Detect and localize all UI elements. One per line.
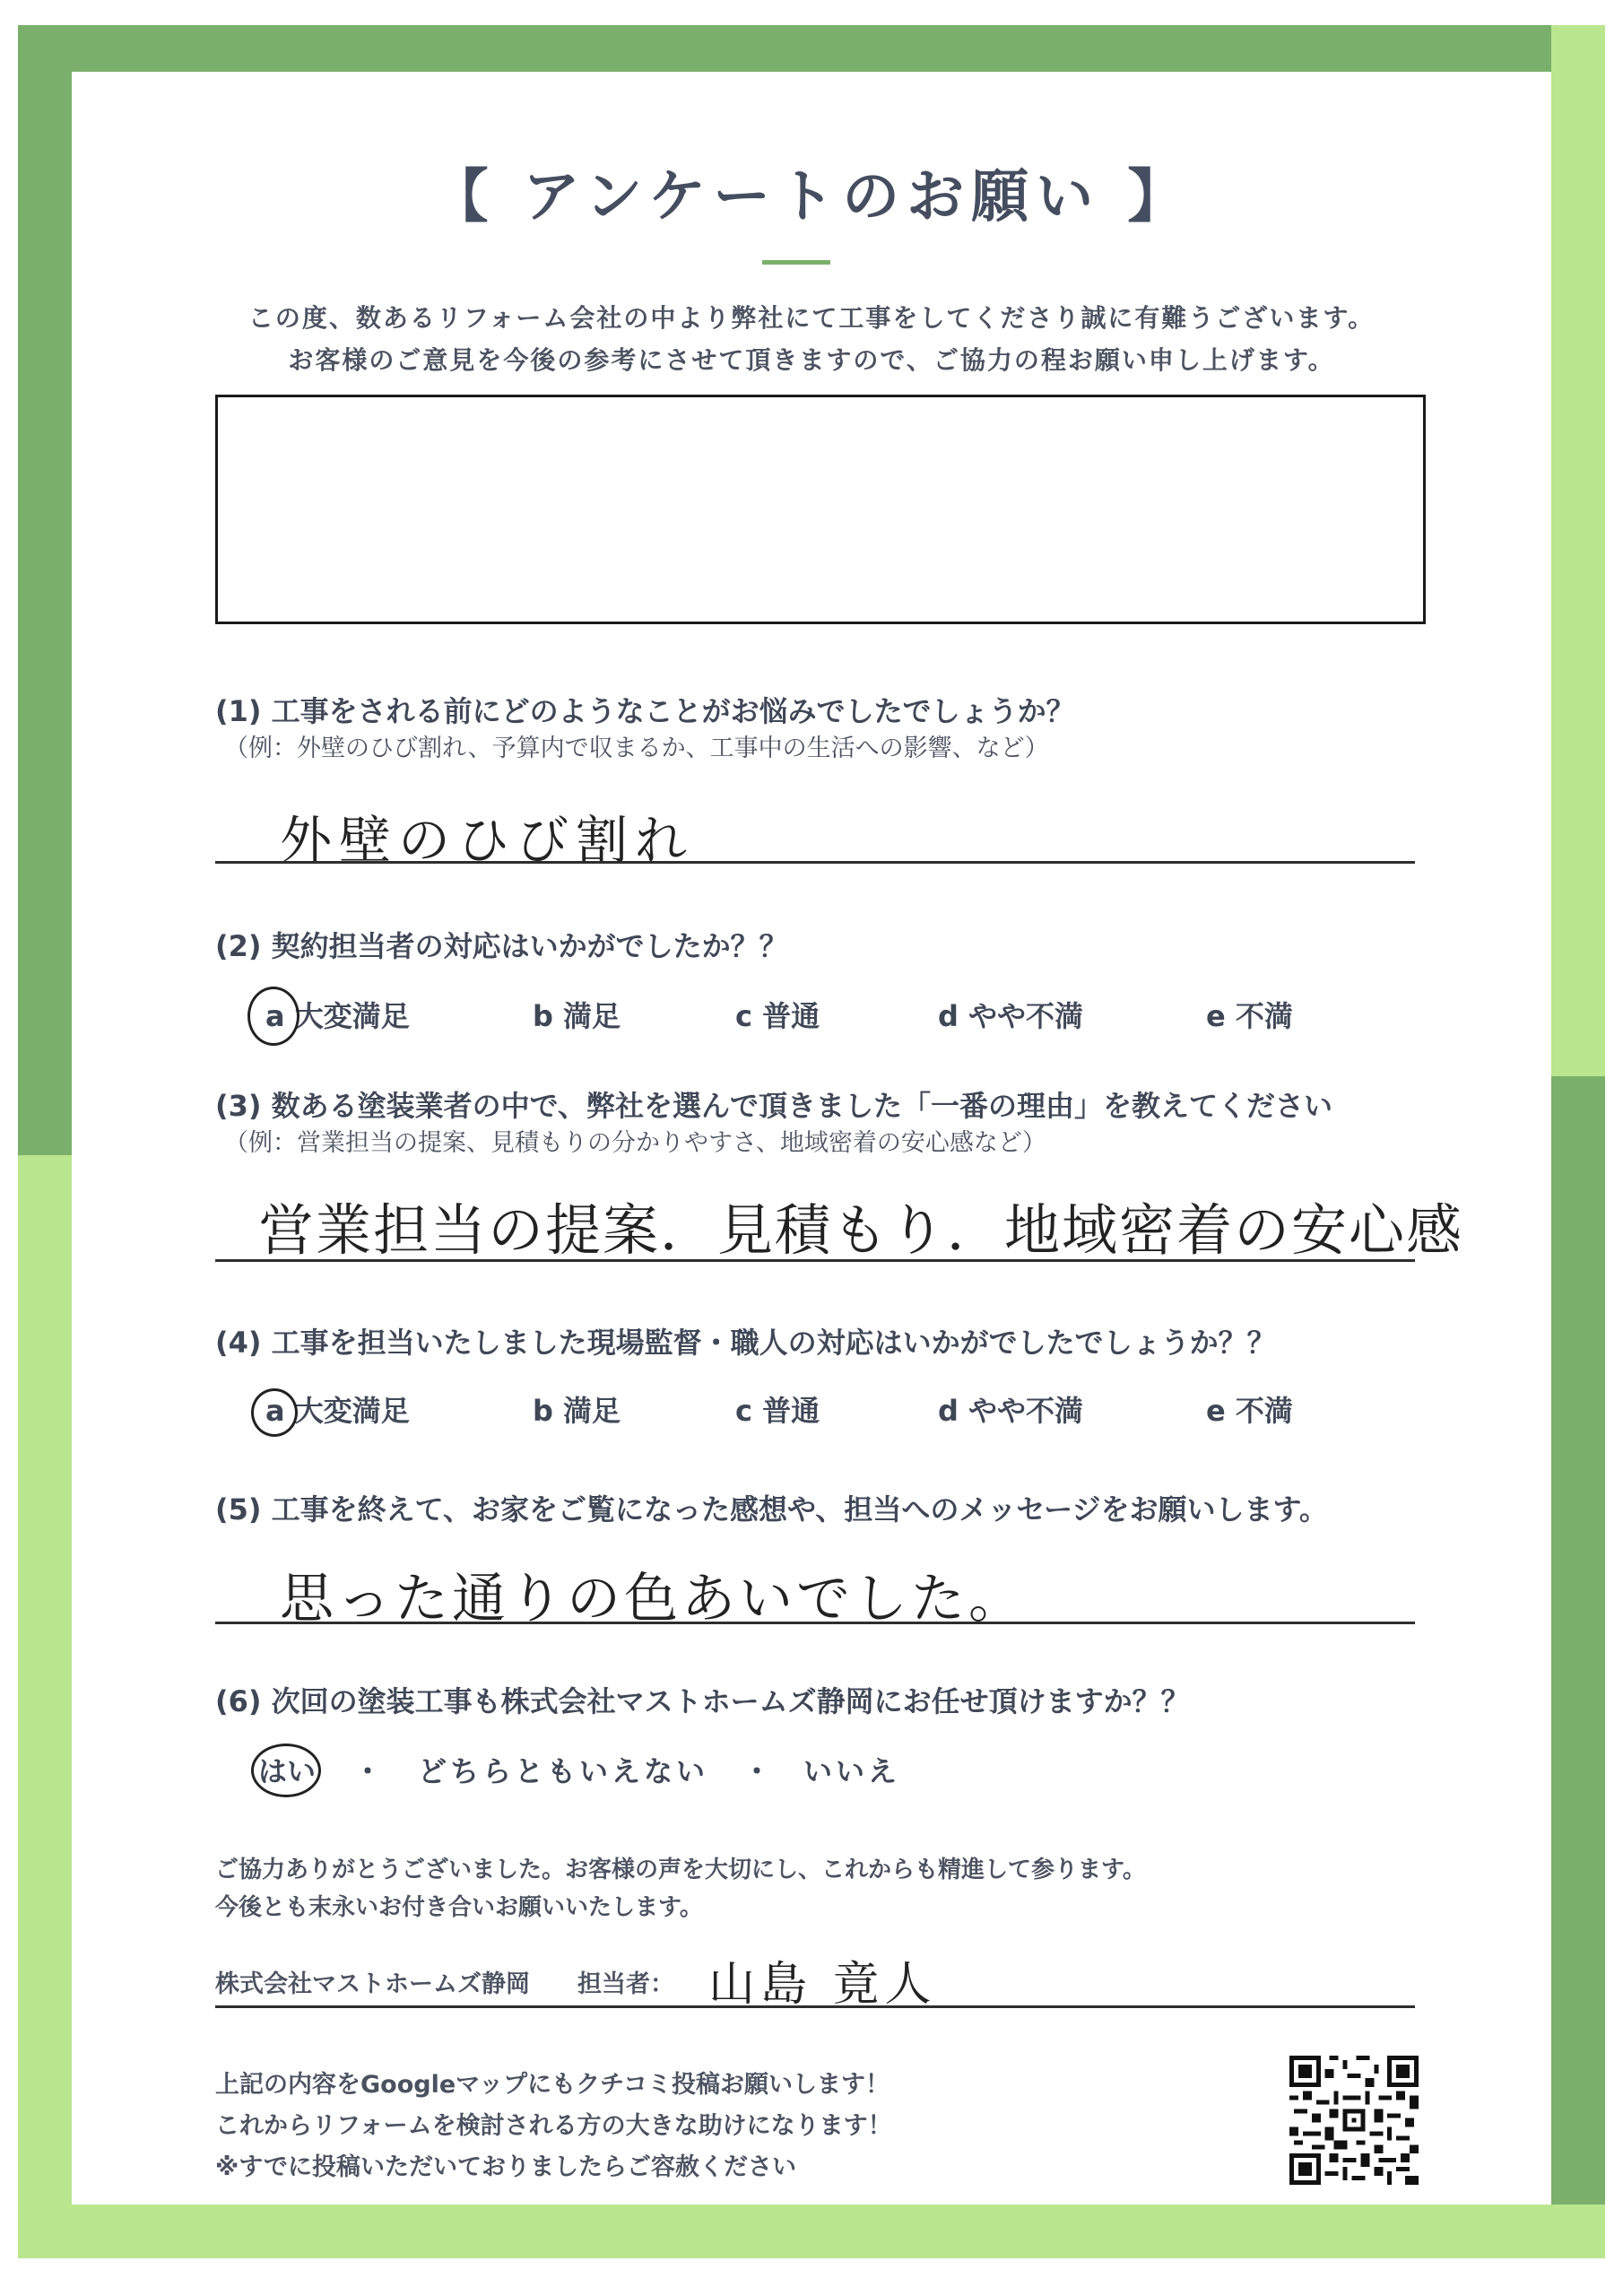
frame-green-top [18,25,1551,72]
question-3-answer: 営業担当の提案．見積もり．地域密着の安心感 [258,1197,1464,1263]
question-2-option-e[interactable]: e 不満 [1206,999,1293,1033]
question-2-label: (2) 契約担当者の対応はいかがでしたか？？ [215,929,788,963]
question-4-option-c[interactable]: c 普通 [735,1394,820,1428]
question-6-option-yes[interactable]: はい [258,1754,317,1788]
question-3-answer-line [215,1259,1415,1262]
footer-line-3: ※すでに投稿いただいておりましたらご容赦ください [215,2153,797,2181]
question-5-answer: 思った通りの色あいでした。 [280,1568,1026,1631]
question-5-answer-line [215,1622,1415,1624]
question-4-option-e[interactable]: e 不満 [1206,1394,1293,1428]
staff-signature: 山島 竟人 [708,1958,937,2012]
blank-box [215,395,1426,624]
question-4-selected-circle [251,1388,298,1437]
company-name: 株式会社マストホームズ静岡 [215,1970,530,1998]
question-1-example: （例：外壁のひび割れ、予算内で収まるか、工事中の生活への影響、など） [224,735,1049,762]
frame-green-bottom-right [1551,2169,1605,2205]
qr-code-icon[interactable] [1289,2056,1419,2185]
question-4-label: (4) 工事を担当いたしました現場監督・職人の対応はいかがでしたでしょうか？？ [215,1326,1276,1360]
question-1-answer: 外壁のひび割れ [280,810,695,871]
page-title: 【 アンケートのお願い 】 [430,164,1193,230]
closing-line-2: 今後とも末永いお付き合いお願いいたします。 [215,1894,703,1921]
question-6-selected-circle [251,1744,321,1797]
frame-green-right [1551,1076,1605,2205]
title-underline [762,260,830,265]
question-2-option-a[interactable]: a 大変満足 [265,999,410,1033]
question-6-separator-2: ・ [742,1754,772,1788]
question-4-option-d[interactable]: d やや不満 [938,1394,1084,1428]
question-3-label: (3) 数ある塗装業者の中で、弊社を選んで頂きました「一番の理由」を教えてください [215,1089,1333,1123]
footer-line-1: 上記の内容をGoogleマップにもクチコミ投稿お願いします！ [215,2071,890,2099]
question-1-answer-line [215,861,1415,864]
closing-line-1: ご協力ありがとうございました。お客様の声を大切にし、これからも精進して参ります。 [215,1857,1146,1883]
question-1-label: (1) 工事をされる前にどのようなことがお悩みでしたでしょうか？ [215,694,1075,728]
intro-line-1: この度、数あるリフォーム会社の中より弊社にて工事をしてくださり誠に有難うございます。 [247,303,1376,333]
question-5-label: (5) 工事を終えて、お家をご覧になった感想や、担当へのメッセージをお願いします。 [215,1492,1328,1526]
frame-lightgreen-left [18,1155,72,2227]
intro-line-2: お客様のご意見を今後の参考にさせて頂きますので、ご協力の程お願い申し上げます。 [288,345,1335,375]
staff-label: 担当者： [577,1970,674,1998]
question-4-option-a[interactable]: a 大変満足 [265,1394,410,1428]
question-4-option-b[interactable]: b 満足 [533,1394,621,1428]
question-2-option-c[interactable]: c 普通 [735,999,820,1033]
frame-lightgreen-bottom [18,2205,1605,2258]
question-2-option-b[interactable]: b 満足 [533,999,621,1033]
footer-line-2: これからリフォームを検討される方の大きな助けになります！ [215,2112,892,2140]
question-6-option-neither[interactable]: どちらともいえない [418,1754,709,1788]
question-6-separator-1: ・ [353,1754,383,1788]
question-3-example: （例：営業担当の提案、見積もりの分かりやすさ、地域密着の安心感など） [224,1129,1046,1157]
question-2-option-d[interactable]: d やや不満 [938,999,1084,1033]
question-6-option-no[interactable]: いいえ [803,1754,901,1788]
question-2-selected-circle [247,987,299,1046]
question-6-label: (6) 次回の塗装工事も株式会社マストホームズ静岡にお任せ頂けますか？？ [215,1684,1190,1718]
qr-code-graphic [1289,2056,1419,2185]
staff-line [215,2005,1415,2008]
